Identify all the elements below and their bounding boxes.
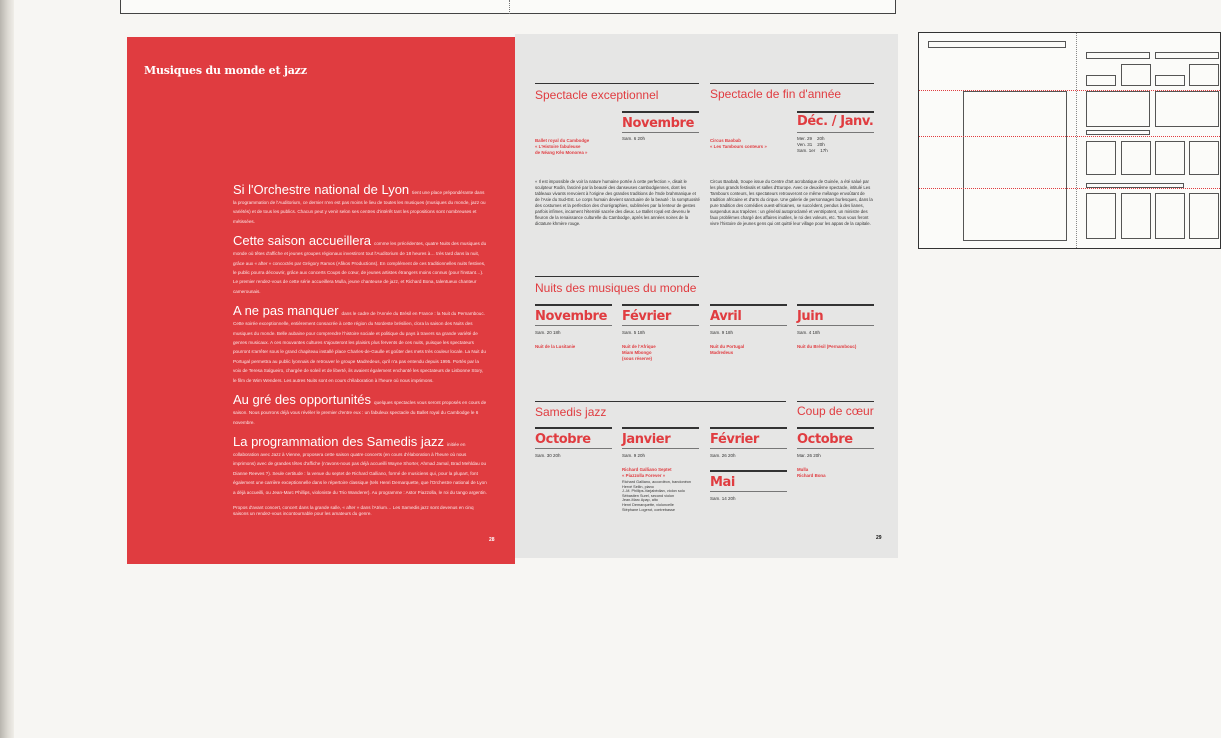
event-title: Richard Galliano Septet « Piazzolla Forever » xyxy=(622,467,672,478)
month-rule xyxy=(797,427,874,429)
month-underline xyxy=(710,325,787,326)
wire-block xyxy=(1155,141,1185,175)
event-date: Sam. 4 18h xyxy=(797,330,821,335)
wire-block xyxy=(928,41,1066,48)
month-label: Février xyxy=(710,432,759,447)
event-date: Sam. 14 20h xyxy=(710,496,736,501)
wire-block xyxy=(1121,141,1151,175)
section-text: dans le cadre de l'Année du Brésil en France : la Nuit du Pernambouc. Cette soirée exceptionnelle, entièrement consacrée à cette région du Nordeste brésilien, clora la saison des Nuits des musiques du monde. Belle aubaine pour comprendre l'histoire sociale et politique du pays à travers sa grande variété de genres musicaux. A ces mouvantes cultures s'ajouteront les plaisirs plus fervents de ces nuits, puisque les spectateurs pourront s'arrêter sous le grand chapiteau installé place Charles-de-Gaulle et goûter des mets très couleur locale. La Nuit du Portugal permettra au public lyonnais de retrouver le groupe Madredeus, qu'il n'a pas entendu depuis 1995. Portés par la voix de Teresa Salgueiro, chargée de soleil et de liberté, ils avaient également enchanté les spectateurs de Lisbonne Story, le film de Wim Wenders. Les autres Nuits sont en cours d'élaboration à l'heure où nous imprimons. xyxy=(233,311,486,383)
section-title-samedis-jazz: Samedis jazz xyxy=(535,405,607,419)
month-rule xyxy=(622,427,699,429)
section-title-coup-de-coeur: Coup de cœur xyxy=(797,404,874,418)
section-text: tient une place prépondérante dans la programmation de l'Auditorium, ce dernier n'en est pas moins le lieu de toutes les musiques (musiques du monde, jazz ou variétés) et de tous les publics. Chacun peut y venir selon ses centres d'intérêt tant les propositions sont nombreuses et métissées. xyxy=(233,190,486,224)
month-rule xyxy=(535,304,612,306)
event-date: Sam. 6 20h xyxy=(622,136,646,141)
wire-block xyxy=(1086,75,1116,86)
event-title: Circus Baobab « Les Tambours conteurs » xyxy=(710,138,767,149)
month-label: Juin xyxy=(797,309,824,324)
month-underline xyxy=(797,132,874,133)
month-rule xyxy=(797,111,874,113)
section-rule xyxy=(535,276,699,277)
month-label: Déc. / Janv. xyxy=(797,114,874,129)
event-date: Sam. 5 18h xyxy=(622,330,646,335)
section-title-fin-annee: Spectacle de fin d'année xyxy=(710,87,842,101)
month-rule xyxy=(710,304,787,306)
wire-block xyxy=(1086,141,1116,175)
month-label: Novembre xyxy=(535,309,607,324)
month-label: Octobre xyxy=(535,432,591,447)
layout-wireframe-thumbnail xyxy=(918,32,1221,249)
section-heading: A ne pas manquer xyxy=(233,303,339,319)
month-underline xyxy=(622,132,699,133)
month-rule xyxy=(622,111,699,113)
section-title-spectacle: Spectacle exceptionnel xyxy=(535,88,659,102)
event-date: Sam. 20 18h xyxy=(535,330,561,335)
section-intro xyxy=(233,183,487,225)
page-number-left: 28 xyxy=(489,537,495,543)
section-heading: Au gré des opportunités xyxy=(233,392,372,408)
month-underline xyxy=(710,491,787,492)
section-text: initiée en collaboration avec Jazz à Vienne, proposera cette saison quatre concerts (en cours d'élaboration à l'heure où nous imprimons) avec de grandes têtes d'affiche (n'avons-nous pas déjà accueilli Wayne Shorter, Ahmad Jamal, Brad Mehldau ou Dianne Reeves ?). Seule certitude : la venue du septet de Richard Galliano, formé de musiciens qui, pour la plupart, font également une carrière exceptionnelle dans le répertoire classique (tels Henri Demarquette, que l'Orchestre national de Lyon a déjà accueilli, ou Jean-Marc Phillips, violoniste du Trio Wanderer). Au programme : Astor Piazzolla, le roi du tango argentin. xyxy=(233,441,487,495)
wire-block xyxy=(1189,64,1219,86)
event-title: Nuit du Portugal Madredeus xyxy=(710,344,745,355)
wire-block xyxy=(1086,193,1116,239)
wire-block xyxy=(1121,193,1151,239)
previous-spread-edge xyxy=(120,0,896,14)
wire-block xyxy=(1189,141,1219,175)
event-title: Nuit du Brésil (Pernambouc) xyxy=(797,344,857,349)
wire-block xyxy=(1155,52,1219,59)
section-saison xyxy=(233,234,487,295)
section-heading: Si l'Orchestre national de Lyon xyxy=(233,182,410,197)
event-date: Sam. 30 20h xyxy=(535,453,561,458)
book-binding-edge xyxy=(0,0,14,738)
month-label: Octobre xyxy=(797,432,853,447)
month-rule xyxy=(535,427,612,429)
event-title: Mulla Richard Bona xyxy=(797,467,826,478)
left-page-body xyxy=(233,183,487,518)
month-label: Janvier xyxy=(622,432,671,447)
month-label: Avril xyxy=(710,309,742,324)
wire-block xyxy=(1086,91,1150,127)
section-text: comme les précédentes, quatre Nuits des musiques du monde où têtes d'affiche et jeunes groupes régionaux investiront tout l'Auditorium de 18 heures à… très tard dans la nuit, grâce aux « after » concoctés par Grégory Ramos (Afikos Productions). En complément de ces traditionnelles nuits festives, le public pourra découvrir, grâce aux concerts Coups de cœur, de jeunes artistes étrangers moins connus (pour l'instant…). Le premier rendez-vous de cette série accueillera Mulla, jeune chanteuse de jazz, et Richard Bona, talentueux chanteur camerounais. xyxy=(233,241,487,294)
section-rule xyxy=(535,401,786,402)
month-rule xyxy=(797,304,874,306)
event-date: Sam. 9 18h xyxy=(710,330,734,335)
event-title: Ballet royal du Cambodge « L'Histoire fabuleuse de Néang Kêo Monorea » xyxy=(535,138,590,155)
section-samedis-jazz xyxy=(233,435,487,496)
section-ne-pas-manquer xyxy=(233,304,487,384)
month-underline xyxy=(535,448,612,449)
event-title: Nuit de l'Afrique Miam Mbongo (sous réserve) xyxy=(622,344,656,361)
month-label: Mai xyxy=(710,475,735,490)
month-rule xyxy=(710,470,787,472)
event-dates: Mer. 29 20h Ven. 31 20h Sam. 1er 17h xyxy=(797,136,828,153)
wire-block xyxy=(1155,91,1219,127)
left-page xyxy=(127,37,515,564)
month-underline xyxy=(710,448,787,449)
month-underline xyxy=(622,325,699,326)
month-label: Février xyxy=(622,309,671,324)
description-circus: Circus Baobab, troupe issue du Centre d'art acrobatique de Guinée, a été salué par les plus grands festivals et salles d'Europe. Avec ce deuxième spectacle, intitulé Les Tambours conteurs, les spectateurs retrouveront ce même mélange envoûtant de tradition africaine et d'arts du cirque. Une galerie de personnages burlesques, dans la pure tradition des comédies ouest-africaines, se succèdent, pendus à des lianes, suspendus aux trapèzes : un général autoproclamé et ventripotent, un ministre des faux problèmes chargé des affaires inutiles, le roi des voleurs, etc. Tous vous feront vivre l'histoire de jeunes gens qui ont quitté leur village pour les appas de la capitale. xyxy=(710,179,873,226)
left-page-title: Musiques du monde et jazz xyxy=(144,64,307,77)
section-heading: Cette saison accueillera xyxy=(233,233,372,249)
wire-block xyxy=(1189,193,1219,239)
wire-block xyxy=(1086,183,1184,188)
month-underline xyxy=(797,325,874,326)
performer-credits: Richard Galliano, accordéon, bandonéon Hervé Sellin, piano J.-M. Phillips-Varjabédian, violon solo Sébastien Surel, second violon Jean-Marc Apap, alto Henri Demarquette, violoncelle Stéphane Logerot, contrebasse xyxy=(622,480,692,512)
section-rule xyxy=(797,401,874,402)
wire-block xyxy=(1086,52,1150,59)
right-page xyxy=(515,34,898,558)
section-rule xyxy=(535,83,699,84)
description-ballet: « Il est impossible de voir la nature humaine portée à cette perfection », disait le sculpteur Rodin, fasciné par la beauté des danseuses cambodgiennes, dont les tableaux vivants renvoient à l'origine des grandes traditions de l'Inde brahmanique et de l'Asie du Sud-Est. Le corps humain devient sanctuaire de la beauté : la somptuosité des costumes et la perfection des chorégraphies, sublimées par la lenteur de gestes parfois infimes, incarnent l'éternité sacrée des dieux. Le Ballet royal est devenu le fleuron de la renaissance culturelle du Cambodge, après les années noires de la dictature khmère rouge. xyxy=(535,179,700,226)
section-rule xyxy=(710,83,874,84)
event-date: Mar. 26 20h xyxy=(797,453,821,458)
section-text: quelques spectacles vous seront proposés en cours de saison. Nous pourrons déjà vous révéler le premier d'entre eux : un fabuleux spectacle du Ballet royal du Cambodge le 6 novembre. xyxy=(233,400,487,425)
wire-block xyxy=(963,91,1067,241)
section-heading: La programmation des Samedis jazz xyxy=(233,433,444,449)
event-date: Sam. 9 20h xyxy=(622,453,646,458)
wire-block xyxy=(1155,193,1185,239)
left-page-footer-text: Propos d'avant concert, concert dans la grande salle, « after » dans l'Atrium… Les Samedis jazz sont devenus en cinq saisons un rendez-vous incontournable pour les amateurs du genre. xyxy=(233,504,474,517)
event-title: Nuit de la Lusitanie xyxy=(535,344,576,349)
wire-block xyxy=(1121,64,1151,86)
event-date: Sam. 26 20h xyxy=(710,453,736,458)
month-underline xyxy=(797,448,874,449)
month-label: Novembre xyxy=(622,116,694,131)
month-rule xyxy=(622,304,699,306)
wire-block xyxy=(1155,75,1185,86)
wire-block xyxy=(1086,130,1150,135)
section-opportunites xyxy=(233,393,487,426)
month-rule xyxy=(710,427,787,429)
month-underline xyxy=(622,448,699,449)
month-underline xyxy=(535,325,612,326)
section-title-nuits: Nuits des musiques du monde xyxy=(535,281,697,295)
page-number-right: 29 xyxy=(876,535,882,541)
